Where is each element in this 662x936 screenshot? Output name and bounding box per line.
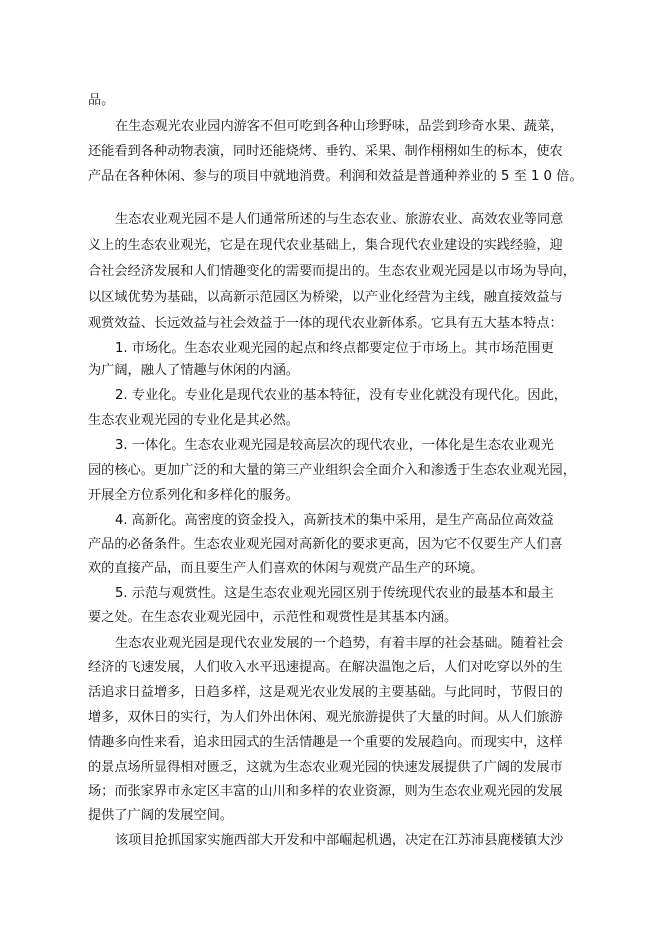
text-line: 合社会经济发展和人们情趣变化的需要而提出的。生态农业观光园是以市场为导向， xyxy=(88,264,576,279)
text-line: 生态农业观光园的专业化是其必然。 xyxy=(88,413,299,428)
text-line: 活追求日益增多，日趋多样，这是观光农业发展的主要基础。与此同时，节假日的 xyxy=(88,685,563,700)
text-line: 产品在各种休闲、参与的项目中就地消费。利润和效益是普通种养业的 5 至 1 0 倍。 xyxy=(88,169,583,184)
text-line: 生态农业观光园是现代农业发展的一个趋势，有着丰厚的社会基础。随着社会 xyxy=(115,636,564,651)
text-line: 生态农业观光园不是人们通常所述的与生态农业、旅游农业、高效农业等同意 xyxy=(115,212,564,227)
text-line: 产品的必备条件。生态农业观光园对高新化的要求更高，因为它不仅要生产人们喜 xyxy=(88,537,563,552)
text-line: 4. 高新化。高密度的资金投入，高新技术的集中采用，是生产高品位高效益 xyxy=(115,513,554,528)
text-line: 义上的生态农业观光，它是在现代农业基础上，集合现代农业建设的实践经验，迎 xyxy=(88,238,563,253)
text-line: 2. 专业化。专业化是现代农业的基本特征，没有专业化就没有现代化。因此， xyxy=(115,388,567,403)
text-line: 的景点场所显得相对匮乏，这就为生态农业观光园的快速发展提供了广阔的发展市 xyxy=(88,760,563,775)
text-line: 欢的直接产品，而且要生产人们喜欢的休闲与观赏产品生产的环境。 xyxy=(88,561,484,576)
text-line: 要之处。在生态农业观光园中，示范性和观赏性是其基本内涵。 xyxy=(88,610,458,625)
text-line: 1. 市场化。生态农业观光园的起点和终点都要定位于市场上。其市场范围更 xyxy=(115,341,554,356)
text-line: 增多，双休日的实行，为人们外出休闲、观光旅游提供了大量的时间。从人们旅游 xyxy=(88,710,563,725)
text-line: 情趣多向性来看，追求田园式的生活情趣是一个重要的发展趋向。而现实中，这样 xyxy=(88,735,563,750)
text-line: 还能看到各种动物表演，同时还能烧烤、垂钓、采果、制作栩栩如生的标本，使农 xyxy=(88,144,563,159)
text-line: 为广阔，融人了情趣与休闲的内涵。 xyxy=(88,363,299,378)
text-line: 提供了广阔的发展空间。 xyxy=(88,808,234,823)
text-line: 该项目抢抓国家实施西部大开发和中部崛起机遇，决定在江苏沛县鹿楼镇大沙 xyxy=(115,833,564,848)
text-line: 5. 示范与观赏性。这是生态农业观光园区别于传统现代农业的最基本和最主 xyxy=(115,586,554,601)
text-line: 园的核心。更加广泛的和大量的第三产业组织会全面介入和渗透于生态农业观光园， xyxy=(88,463,576,478)
text-line: 品。 xyxy=(88,93,115,108)
text-line: 在生态观光农业园内游客不但可吃到各种山珍野味，品尝到珍奇水果、蔬菜， xyxy=(115,119,564,134)
text-line: 开展全方位系列化和多样化的服务。 xyxy=(88,488,299,503)
text-line: 场；而张家界市永定区丰富的山川和多样的农业资源，则为生态农业观光园的发展 xyxy=(88,784,563,799)
text-line: 以区域优势为基础，以高新示范园区为桥梁，以产业化经营为主线，融直接效益与 xyxy=(88,290,563,305)
text-line: 观赏效益、长远效益与社会效益于一体的现代农业新体系。它具有五大基本特点： xyxy=(88,316,563,331)
text-line: 经济的飞速发展，人们收入水平迅速提高。在解决温饱之后，人们对吃穿以外的生 xyxy=(88,660,563,675)
text-line: 3. 一体化。生态农业观光园是较高层次的现代农业，一体化是生态农业观光 xyxy=(115,438,554,453)
